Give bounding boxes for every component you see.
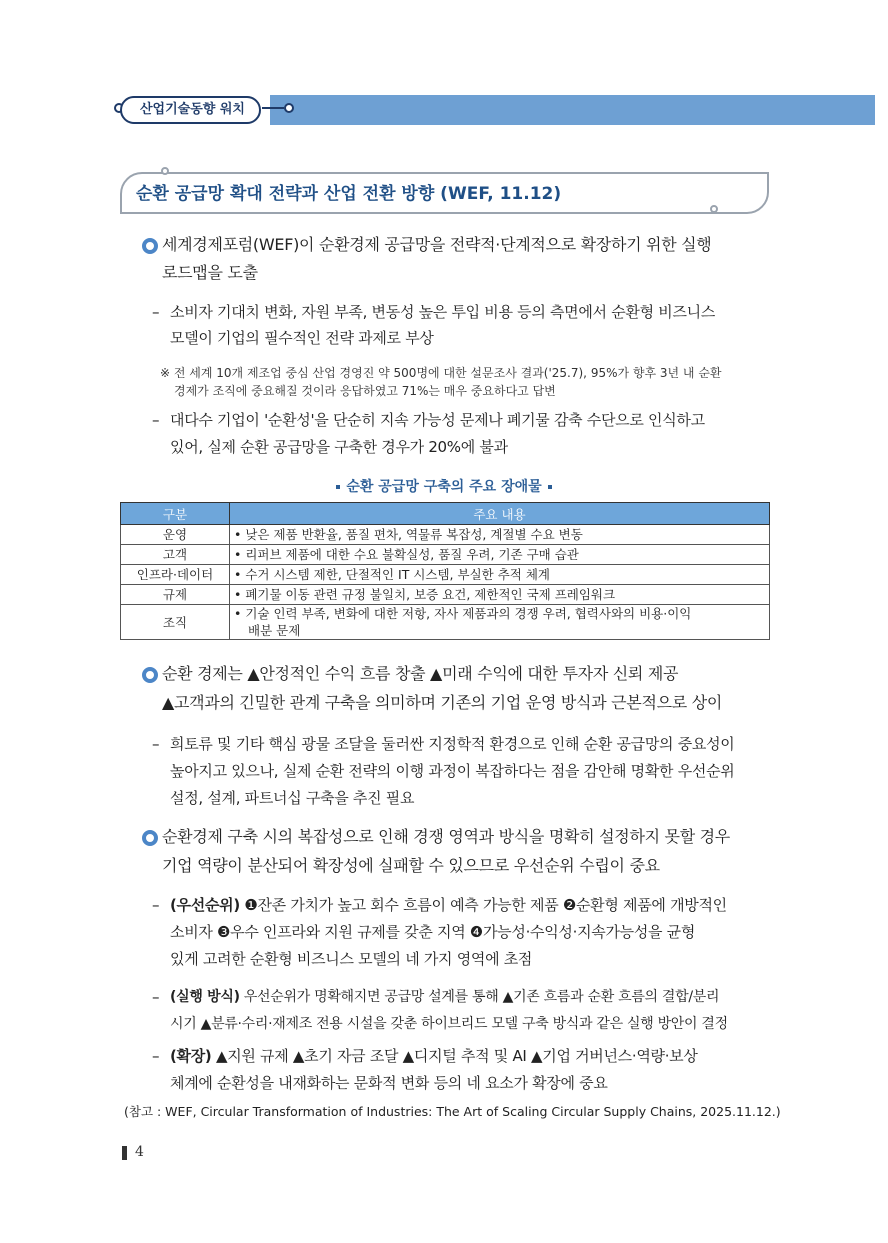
table-header-cell: 주요 내용	[230, 503, 770, 525]
p2-sub1-line2: 높아지고 있으나, 실제 순환 전략의 이행 과정이 복잡하다는 점을 감안해 명확한 우선순위	[170, 762, 735, 780]
table-cell-line: • 기술 인력 부족, 변화에 대한 저항, 자사 제품과의 경쟁 우려, 협력사와의 비용·이익	[234, 606, 692, 621]
bullet-icon	[142, 238, 158, 254]
header-band	[270, 95, 875, 125]
p3-line1: 순환경제 구축 시의 복잡성으로 인해 경쟁 영역과 방식을 명확히 설정하지 못할 경우	[162, 827, 730, 846]
dash-mark: –	[152, 988, 160, 1006]
table-title-text: 순환 공급망 구축의 주요 장애물	[346, 479, 542, 495]
table-cell-value: • 폐기물 이동 관련 규정 불일치, 보증 요건, 제한적인 국제 프레임워크	[230, 585, 770, 605]
section-title: 순환 공급망 확대 전략과 산업 전환 방향 (WEF, 11.12)	[136, 184, 562, 204]
title-mark-icon	[548, 485, 552, 489]
table-row	[121, 585, 770, 605]
table-cell-key: 조직	[121, 605, 230, 640]
p3-sub1-label: (우선순위)	[170, 896, 240, 914]
dash-mark: –	[152, 1047, 160, 1065]
p3-sub2-label: (실행 방식)	[170, 989, 240, 1005]
table-cell-key: 운영	[121, 525, 230, 545]
table-header-cell: 구분	[121, 503, 230, 525]
p2-line1: 순환 경제는 ▲안정적인 수익 흐름 창출 ▲미래 수익에 대한 투자자 신뢰 제공	[162, 664, 679, 683]
p1-note-line2: 경제가 조직에 중요해질 것이라 응답하였고 71%는 매우 중요하다고 답변	[174, 384, 556, 398]
dash-mark: –	[152, 735, 160, 753]
dash-mark: –	[152, 896, 160, 914]
p3-line2: 기업 역량이 분산되어 확장성에 실패할 수 있으므로 우선순위 수립이 중요	[162, 856, 660, 875]
table-cell-value: • 낮은 제품 반환율, 품질 편차, 역물류 복잡성, 계절별 수요 변동	[230, 525, 770, 545]
p1-note-line1: ※ 전 세계 10개 제조업 중심 산업 경영진 약 500명에 대한 설문조사 결과('25.7), 95%가 향후 3년 내 순환	[160, 366, 722, 380]
page-number: 4	[135, 1144, 144, 1160]
bullet-icon	[142, 830, 158, 846]
table-header-row	[121, 503, 770, 525]
table-cell-value: • 수거 시스템 제한, 단절적인 IT 시스템, 부실한 추적 체계	[230, 565, 770, 585]
table-cell-key: 인프라·데이터	[121, 565, 230, 585]
p2-sub1-line1: 희토류 및 기타 핵심 광물 조달을 둘러싼 지정학적 환경으로 인해 순환 공급망의 중요성이	[170, 735, 735, 753]
p3-sub3-text: ▲지원 규제 ▲초기 자금 조달 ▲디지털 추적 및 AI ▲기업 거버넌스·역량·보상	[211, 1047, 698, 1065]
page-marker	[122, 1146, 127, 1160]
table-cell-line: 배분 문제	[248, 623, 301, 638]
p3-sub1-line1	[170, 891, 770, 919]
bullet-icon	[142, 667, 158, 683]
header-right-dot	[284, 103, 294, 113]
p3-sub1-line2: 소비자 ❸우수 인프라와 지원 규제를 갖춘 지역 ❹가능성·수익성·지속가능성을 균형	[170, 923, 696, 941]
p3-sub3-line2: 체계에 순환성을 내재화하는 문화적 변화 등의 네 요소가 확장에 중요	[170, 1074, 608, 1092]
section-bottom-circle	[710, 205, 718, 213]
p3-sub2-line1	[170, 983, 770, 1011]
table-title	[0, 476, 888, 496]
p2-sub1-line3: 설정, 설계, 파트너십 구축을 추진 필요	[170, 789, 415, 807]
p3-sub2-text: 우선순위가 명확해지면 공급망 설계를 통해 ▲기존 흐름과 순환 흐름의 결합/분리	[239, 989, 720, 1005]
table-row	[121, 545, 770, 565]
section-top-circle	[161, 167, 169, 175]
p1-sub2-line2: 있어, 실제 순환 공급망을 구축한 경우가 20%에 불과	[170, 438, 508, 456]
p3-sub1-text: ❶잔존 가치가 높고 회수 흐름이 예측 가능한 제품 ❷순환형 제품에 개방적인	[239, 896, 727, 914]
p1-line2: 로드맵을 도출	[162, 263, 258, 282]
header-label: 산업기술동향 워치	[120, 96, 261, 124]
table-cell-key: 규제	[121, 585, 230, 605]
p3-sub3-label: (확장)	[170, 1047, 212, 1065]
reference-text: (참고 : WEF, Circular Transformation of Industries: The Art of Scaling Circular Supply Chains, 2025.11.12.)	[124, 1104, 781, 1119]
header-connector	[262, 107, 284, 109]
p1-line1: 세계경제포럼(WEF)이 순환경제 공급망을 전략적·단계적으로 확장하기 위한 실행	[162, 235, 712, 254]
table-cell-key: 고객	[121, 545, 230, 565]
p1-sub1-line2: 모델이 기업의 필수적인 전략 과제로 부상	[170, 329, 434, 347]
table-cell-value: • 리퍼브 제품에 대한 수요 불확실성, 품질 우려, 기존 구매 습관	[230, 545, 770, 565]
p1-sub2-line1: 대다수 기업이 '순환성'을 단순히 지속 가능성 문제나 폐기물 감축 수단으로 인식하고	[170, 411, 705, 429]
p3-sub1-line3: 있게 고려한 순환형 비즈니스 모델의 네 가지 영역에 초점	[170, 950, 533, 968]
table-row	[121, 525, 770, 545]
table-row	[121, 605, 770, 640]
table-row	[121, 565, 770, 585]
table-cell-value	[230, 605, 770, 640]
p3-sub2-line2: 시기 ▲분류·수리·재제조 전용 시설을 갖춘 하이브리드 모델 구축 방식과 같은 실행 방안이 결정	[170, 1016, 728, 1032]
obstacles-table	[120, 502, 770, 640]
p2-line2: ▲고객과의 긴밀한 관계 구축을 의미하며 기존의 기업 운영 방식과 근본적으로 상이	[162, 693, 723, 712]
p1-sub1-line1: 소비자 기대치 변화, 자원 부족, 변동성 높은 투입 비용 등의 측면에서 순환형 비즈니스	[170, 303, 716, 321]
title-mark-icon	[336, 485, 340, 489]
dash-mark: –	[152, 411, 160, 429]
p3-sub3-line1	[170, 1042, 770, 1070]
dash-mark: –	[152, 303, 160, 321]
